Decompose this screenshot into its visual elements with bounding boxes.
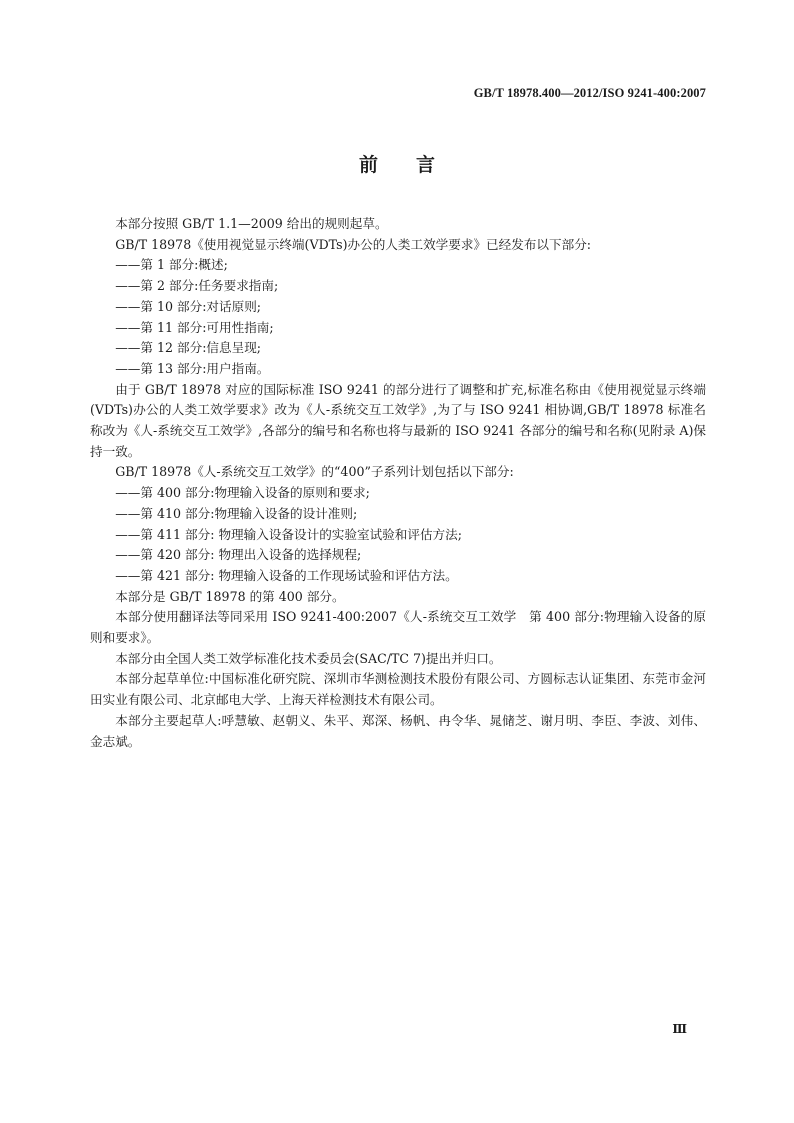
paragraph-drafters: 本部分主要起草人:呼慧敏、赵朝义、朱平、郑深、杨帆、冉令华、晁储芝、谢月明、李臣、李波、刘伟、金志斌。 bbox=[90, 712, 706, 749]
paragraph-proposer: 本部分由全国人类工效学标准化技术委员会(SAC/TC 7)提出并归口。 bbox=[115, 650, 502, 666]
list-item: ——第 421 部分: 物理输入设备的工作现场试验和评估方法。 bbox=[115, 567, 458, 583]
page-title: 前言 bbox=[358, 154, 473, 176]
list-item: ——第 1 部分:概述; bbox=[115, 257, 228, 273]
paragraph-published-parts: GB/T 18978《使用视觉显示终端(VDTs)办公的人类工效学要求》已经发布以下部分: bbox=[115, 236, 592, 252]
paragraph-drafting-rule: 本部分按照 GB/T 1.1—2009 给出的规则起草。 bbox=[115, 216, 388, 231]
paragraph-part-identity: 本部分是 GB/T 18978 的第 400 部分。 bbox=[115, 588, 345, 604]
list-item: ——第 420 部分: 物理出入设备的选择规程; bbox=[115, 547, 362, 563]
paragraph-drafting-units: 本部分起草单位:中国标准化研究院、深圳市华测检测技术股份有限公司、方圆标志认证集团、东莞市金河田实业有限公司、北京邮电大学、上海天祥检测技术有限公司。 bbox=[90, 671, 706, 708]
list-item: ——第 11 部分:可用性指南; bbox=[115, 319, 274, 335]
list-item: ——第 13 部分:用户指南。 bbox=[115, 360, 270, 376]
paragraph-adoption: 本部分使用翻译法等同采用 ISO 9241-400:2007《人-系统交互工效学 第 400 部分:物理输入设备的原则和要求》。 bbox=[90, 609, 706, 646]
paragraph-renaming: 由于 GB/T 18978 对应的国际标准 ISO 9241 的部分进行了调整和扩充,标准名称由《使用视觉显示终端(VDTs)办公的人类工效学要求》改为《人-系统交互工效学》,为了与 ISO 9241 相协调,GB/T 18978 标准名称改为《人-系统交互工效学》,各部分的编号和名称也将与最新的 ISO 9241 各部分的编号和名称(见附录 A)保持一致。 bbox=[90, 381, 706, 459]
list-item: ——第 10 部分:对话原则; bbox=[115, 298, 262, 314]
foreword-body bbox=[90, 214, 706, 752]
page-number: Ⅲ bbox=[672, 1022, 687, 1036]
paragraph-400-series: GB/T 18978《人-系统交互工效学》的“400”子系列计划包括以下部分: bbox=[115, 464, 514, 480]
list-item: ——第 2 部分:任务要求指南; bbox=[115, 278, 279, 294]
list-item: ——第 411 部分: 物理输入设备设计的实验室试验和评估方法; bbox=[115, 526, 462, 542]
list-item: ——第 12 部分:信息呈现; bbox=[115, 340, 262, 356]
list-item: ——第 410 部分:物理输入设备的设计准则; bbox=[115, 505, 358, 521]
list-item: ——第 400 部分:物理输入设备的原则和要求; bbox=[115, 485, 370, 501]
standard-code-header: GB/T 18978.400—2012/ISO 9241-400:2007 bbox=[473, 86, 706, 100]
